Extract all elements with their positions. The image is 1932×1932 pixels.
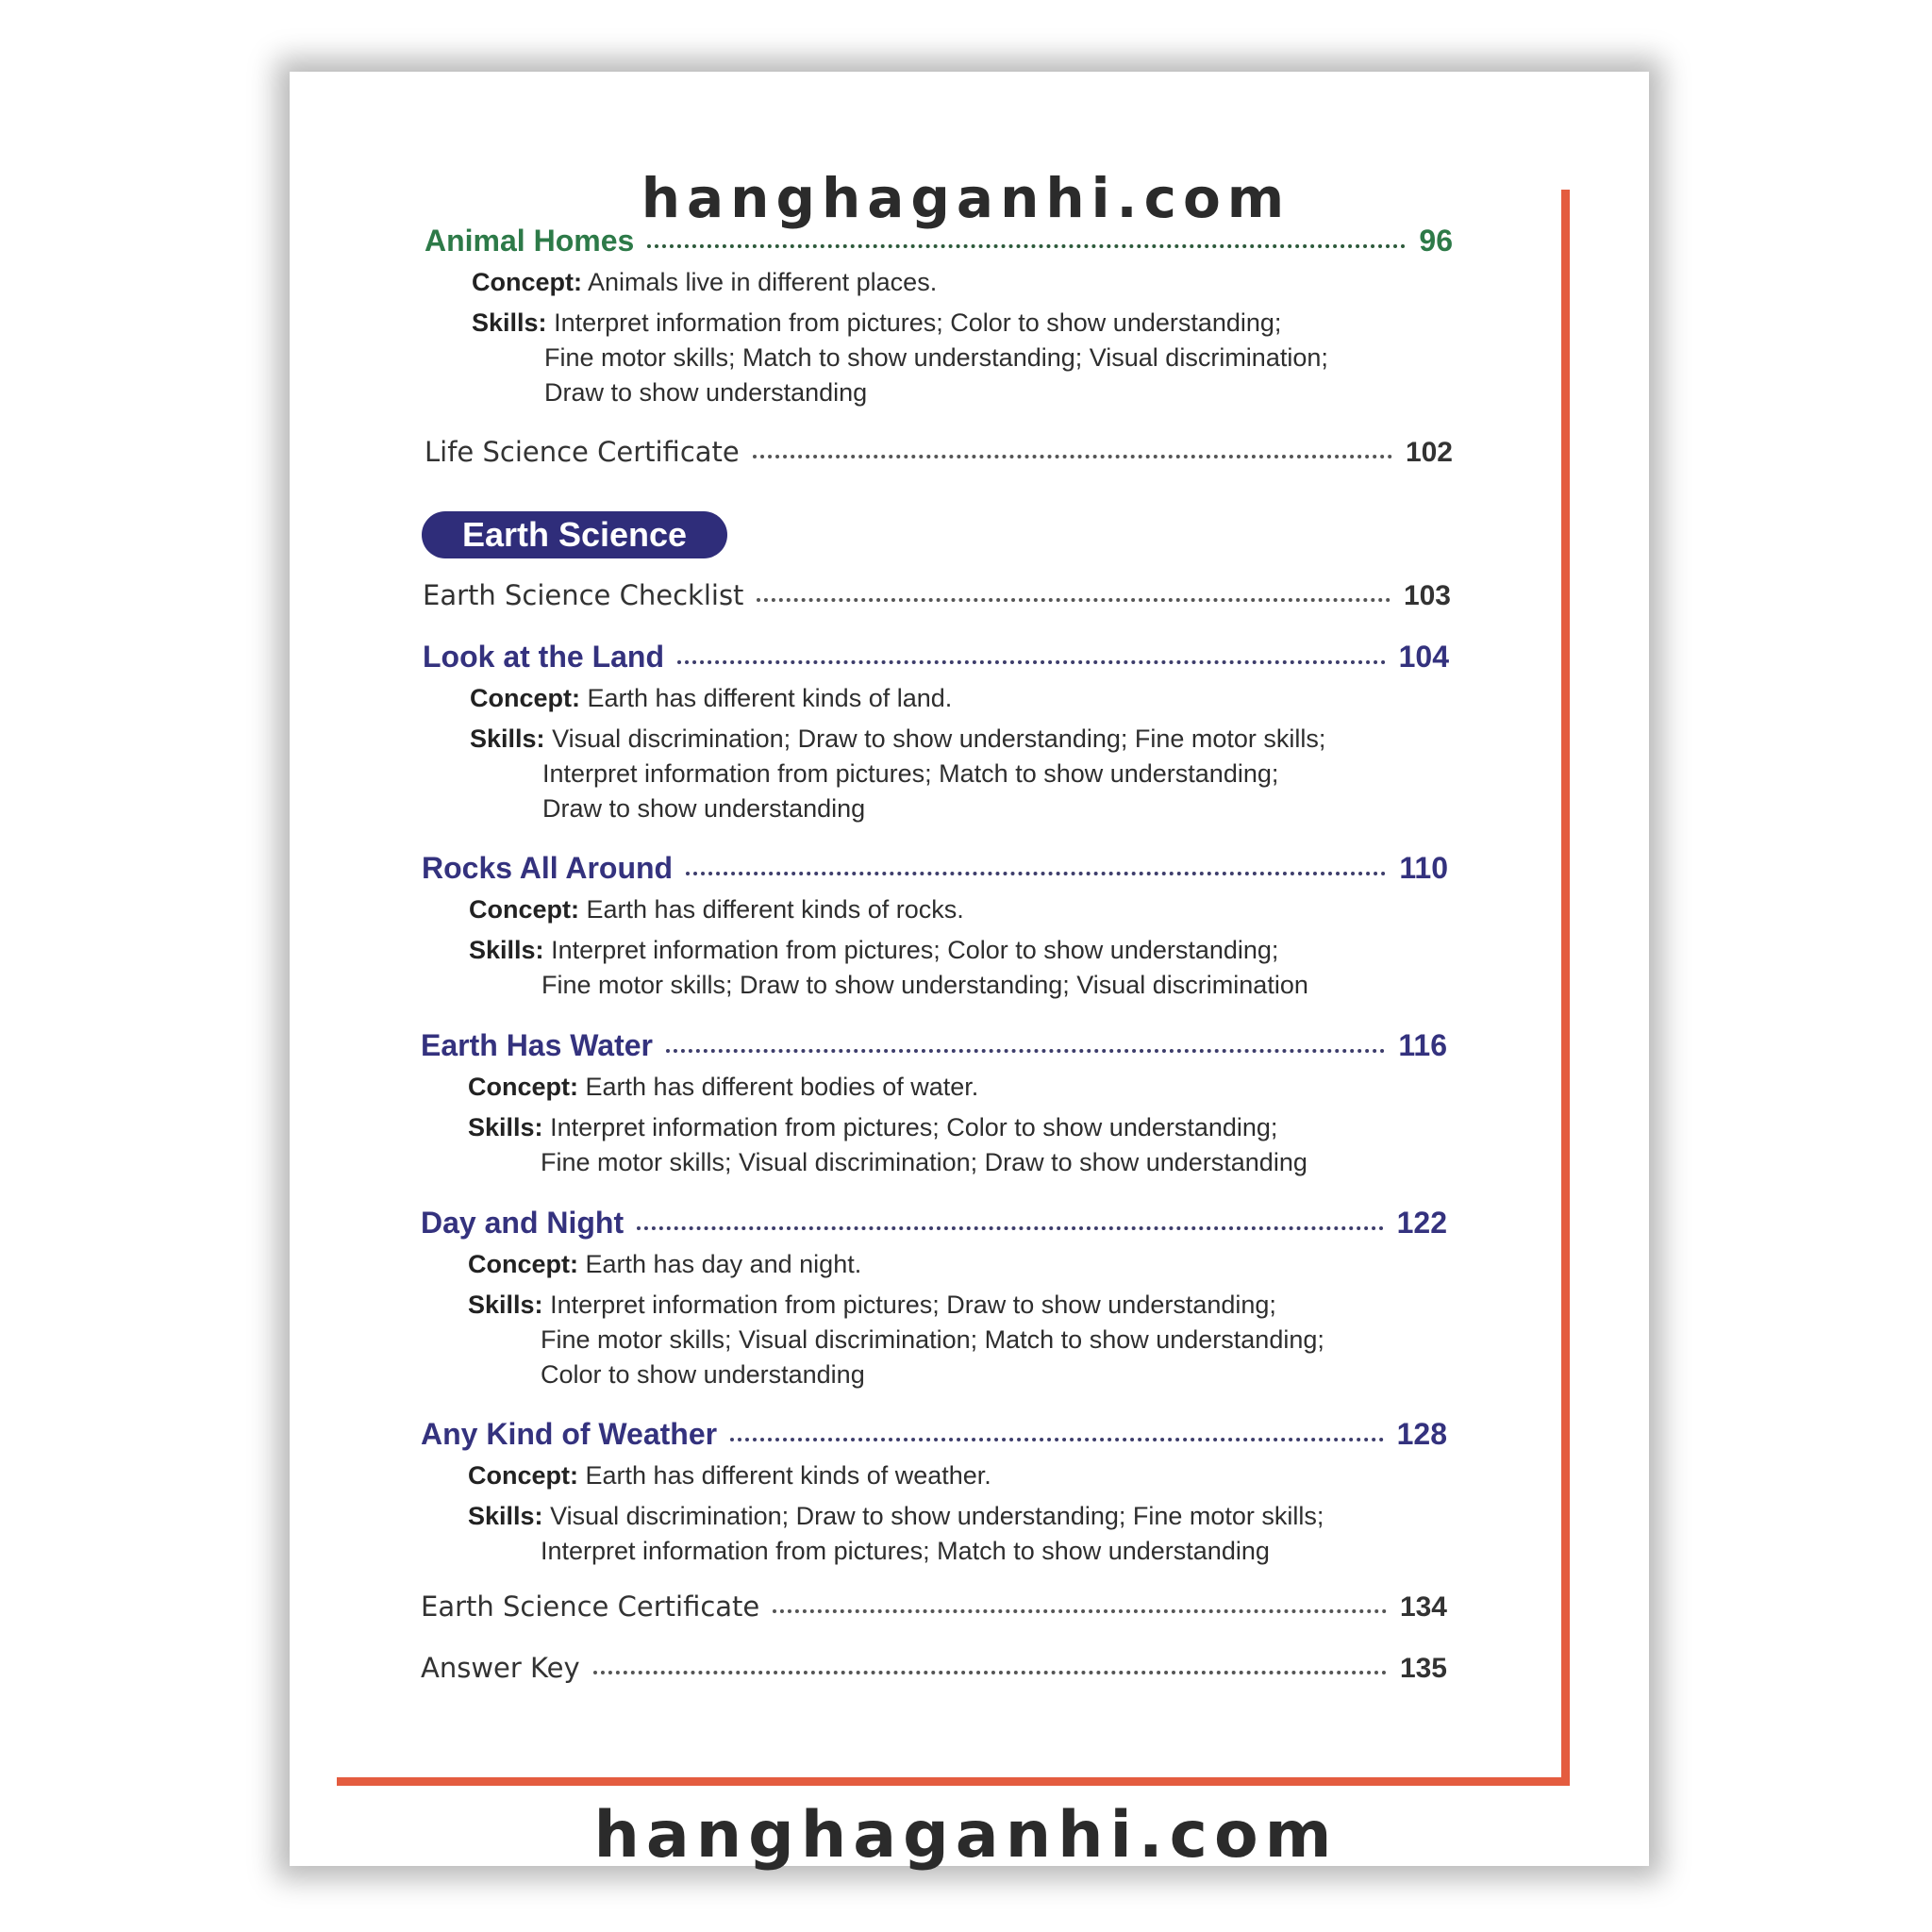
toc-entry-page: 134 <box>1399 1591 1447 1623</box>
concept-line <box>468 1070 1307 1105</box>
concept-line <box>468 1247 1324 1282</box>
skills-text: Interpret information from pictures; Color to show understanding; <box>550 1113 1278 1141</box>
toc-entry-title: Earth Science Certificate <box>421 1591 760 1623</box>
toc-entry-page: 116 <box>1398 1028 1447 1062</box>
toc-entry-title: Look at the Land <box>423 640 664 674</box>
skills-label: Skills: <box>468 1502 543 1530</box>
concept-label: Concept: <box>468 1073 578 1101</box>
toc-entry-title: Any Kind of Weather <box>421 1417 718 1451</box>
entry-description <box>468 1247 1324 1392</box>
concept-label: Concept: <box>472 268 582 296</box>
leader-dots <box>647 244 1406 248</box>
concept-label: Concept: <box>470 684 580 712</box>
skills-line <box>468 1110 1307 1145</box>
concept-line <box>470 681 1325 716</box>
concept-text: Earth has day and night. <box>585 1250 862 1278</box>
watermark-bottom: hanghaganhi.com <box>593 1798 1339 1873</box>
leader-dots <box>753 455 1392 458</box>
toc-entry-life-science-certificate <box>425 436 1453 469</box>
page-border-right <box>1561 190 1570 1786</box>
toc-entry-page: 128 <box>1396 1417 1447 1451</box>
skills-text: Visual discrimination; Draw to show understanding; Fine motor skills; <box>550 1502 1324 1530</box>
concept-text: Earth has different kinds of weather. <box>585 1461 991 1490</box>
concept-line <box>468 1458 1324 1493</box>
toc-entry-title: Answer Key <box>421 1652 580 1684</box>
skills-label: Skills: <box>469 936 544 964</box>
concept-label: Concept: <box>468 1461 578 1490</box>
toc-entry-page: 104 <box>1398 640 1449 674</box>
skills-label: Skills: <box>468 1291 543 1319</box>
toc-entry-title: Earth Has Water <box>421 1028 653 1062</box>
concept-text: Earth has different bodies of water. <box>585 1073 979 1101</box>
concept-label: Concept: <box>468 1250 578 1278</box>
skills-text: Interpret information from pictures; Draw to show understanding; <box>550 1291 1276 1319</box>
page-border-bottom <box>337 1777 1570 1786</box>
toc-entry-title: Earth Science Checklist <box>423 579 744 611</box>
leader-dots <box>730 1438 1384 1441</box>
concept-text: Animals live in different places. <box>588 268 938 296</box>
entry-description <box>468 1458 1324 1569</box>
toc-entry-earth-has-water <box>421 1028 1447 1063</box>
toc-entry-page: 122 <box>1396 1206 1447 1240</box>
toc-entry-title: Life Science Certificate <box>425 436 740 468</box>
entry-description <box>468 1070 1307 1180</box>
skills-line: Fine motor skills; Visual discrimination; Draw to show understanding <box>541 1148 1307 1176</box>
skills-line: Color to show understanding <box>541 1360 865 1389</box>
toc-entry-animal-homes <box>425 224 1453 258</box>
concept-label: Concept: <box>469 895 579 924</box>
leader-dots <box>666 1049 1385 1053</box>
toc-entry-page: 96 <box>1419 224 1453 258</box>
toc-entry-answer-key <box>421 1652 1447 1685</box>
skills-line: Fine motor skills; Match to show understanding; Visual discrimination; <box>544 343 1328 372</box>
leader-dots <box>593 1671 1387 1674</box>
toc-entry-earth-science-checklist <box>423 579 1451 612</box>
toc-entry-look-at-the-land <box>423 640 1449 675</box>
skills-line: Interpret information from pictures; Match to show understanding <box>541 1537 1270 1565</box>
skills-line: Interpret information from pictures; Match to show understanding; <box>542 759 1279 788</box>
skills-line: Fine motor skills; Draw to show understanding; Visual discrimination <box>541 971 1308 999</box>
skills-text: Interpret information from pictures; Color to show understanding; <box>554 308 1282 337</box>
toc-entry-day-and-night <box>421 1206 1447 1241</box>
concept-line <box>472 265 1328 300</box>
skills-line <box>468 1499 1324 1534</box>
toc-entry-page: 135 <box>1399 1653 1447 1684</box>
skills-line <box>469 933 1308 968</box>
entry-description <box>469 892 1308 1003</box>
skills-line: Draw to show understanding <box>544 378 868 407</box>
entry-description <box>472 265 1328 410</box>
toc-entry-title: Day and Night <box>421 1206 625 1240</box>
concept-text: Earth has different kinds of rocks. <box>586 895 964 924</box>
leader-dots <box>686 872 1386 875</box>
skills-line <box>470 722 1325 757</box>
leader-dots <box>773 1609 1387 1613</box>
toc-entry-page: 102 <box>1405 437 1453 468</box>
concept-line <box>469 892 1308 927</box>
leader-dots <box>677 660 1386 664</box>
skills-label: Skills: <box>470 724 545 753</box>
toc-entry-title: Animal Homes <box>425 224 635 258</box>
entry-description <box>470 681 1325 826</box>
toc-entry-earth-science-certificate <box>421 1591 1447 1624</box>
leader-dots <box>757 598 1391 602</box>
skills-line <box>468 1288 1324 1323</box>
toc-entry-page: 103 <box>1403 580 1451 611</box>
skills-line <box>472 306 1328 341</box>
toc-entry-page: 110 <box>1399 851 1448 885</box>
leader-dots <box>637 1226 1383 1230</box>
skills-line: Draw to show understanding <box>542 794 866 823</box>
concept-text: Earth has different kinds of land. <box>587 684 953 712</box>
toc-entry-title: Rocks All Around <box>422 851 674 885</box>
toc-entry-any-kind-of-weather <box>421 1417 1447 1452</box>
section-heading-earth-science: Earth Science <box>422 511 727 558</box>
skills-text: Interpret information from pictures; Color to show understanding; <box>551 936 1279 964</box>
skills-label: Skills: <box>472 308 547 337</box>
skills-line: Fine motor skills; Visual discrimination; Match to show understanding; <box>541 1325 1324 1354</box>
toc-entry-rocks-all-around <box>422 851 1448 886</box>
watermark-top: hanghaganhi.com <box>641 166 1291 230</box>
skills-text: Visual discrimination; Draw to show understanding; Fine motor skills; <box>552 724 1326 753</box>
skills-label: Skills: <box>468 1113 543 1141</box>
